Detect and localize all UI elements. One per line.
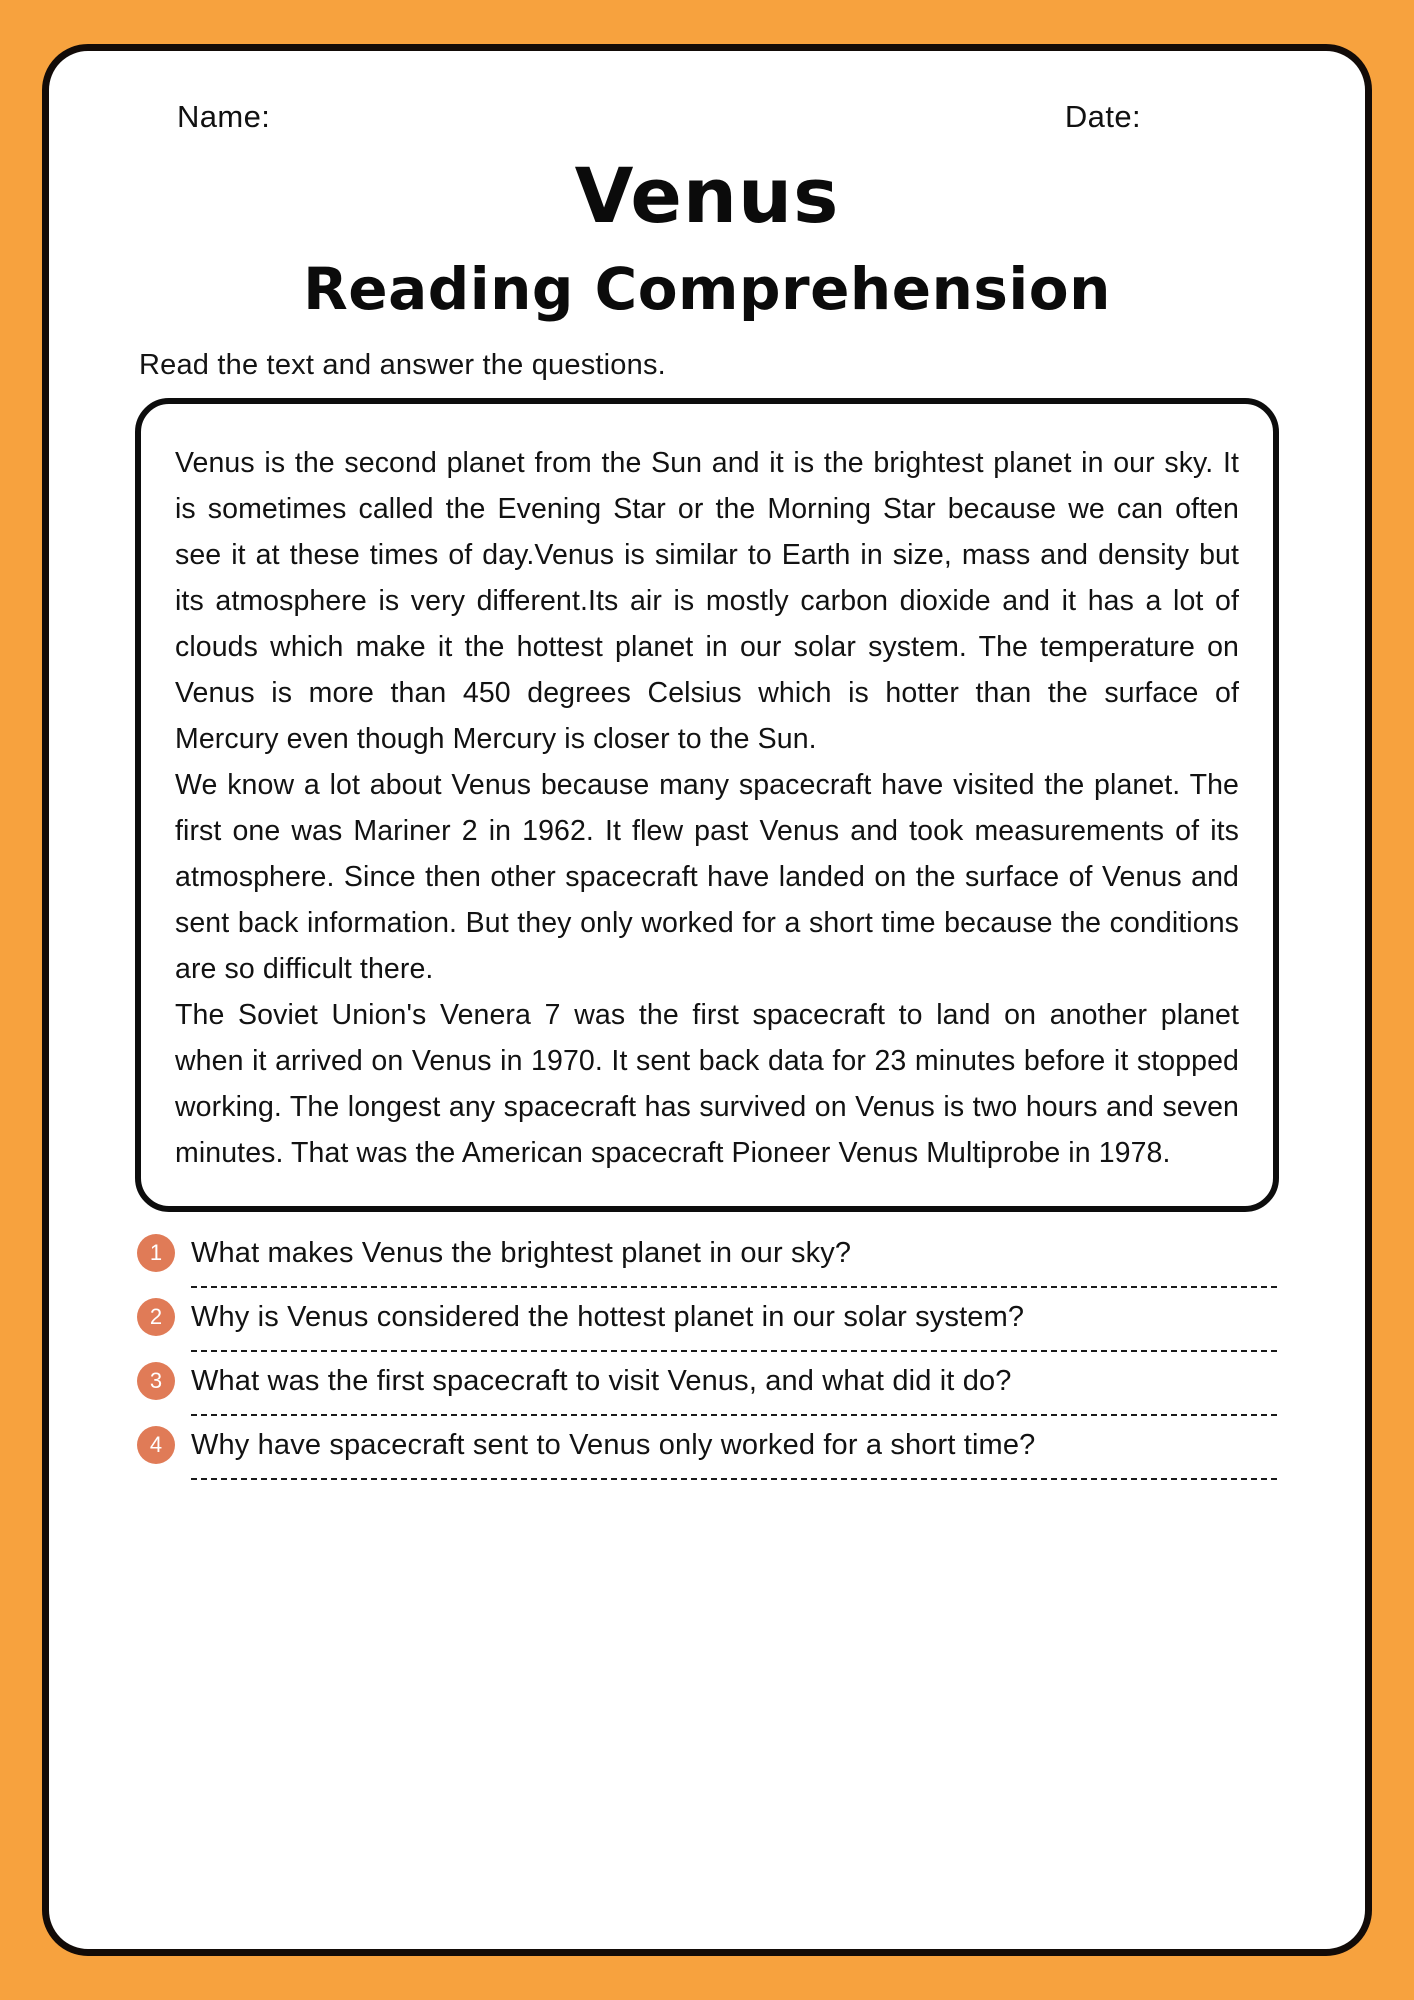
passage-paragraph: The Soviet Union's Venera 7 was the first spacecraft to land on another planet when it arrived on Venus in 1970. It sent back data for 23 minutes before it stopped working. The longest any spacecraft has survived on Venus is two hours and seven minutes. That was the American spacecraft Pioneer Venus Multiprobe in 1978. bbox=[175, 999, 1239, 1170]
question-number-badge: 2 bbox=[137, 1298, 175, 1336]
question-row bbox=[137, 1298, 1277, 1336]
passage-paragraph: Venus is the second planet from the Sun and it is the brightest planet in our sky. It is sometimes called the Evening Star or the Morning Star because we can often see it at these times of day.Venus is similar to Earth in size, mass and density but its atmosphere is very different.Its air is mostly carbon dioxide and it has a lot of clouds which make it the hottest planet in our solar system. The temperature on Venus is more than 450 degrees Celsius which is hotter than the surface of Mercury even though Mercury is closer to the Sun. bbox=[175, 447, 1239, 756]
question-row bbox=[137, 1362, 1277, 1400]
answer-line[interactable] bbox=[191, 1412, 1277, 1416]
date-field-label: Date: bbox=[1064, 99, 1141, 134]
answer-line[interactable] bbox=[191, 1476, 1277, 1480]
question-number-badge: 4 bbox=[137, 1426, 175, 1464]
instruction-text: Read the text and answer the questions. bbox=[139, 349, 666, 382]
page-subtitle: Reading Comprehension bbox=[303, 254, 1111, 323]
question-item bbox=[137, 1362, 1277, 1416]
question-text: What makes Venus the brightest planet in our sky? bbox=[191, 1236, 852, 1269]
questions-list bbox=[135, 1234, 1279, 1480]
question-item bbox=[137, 1234, 1277, 1288]
question-number-badge: 3 bbox=[137, 1362, 175, 1400]
page-title: Venus bbox=[574, 151, 840, 240]
worksheet-page bbox=[42, 44, 1372, 1956]
question-item bbox=[137, 1426, 1277, 1480]
question-row bbox=[137, 1234, 1277, 1272]
student-meta-row bbox=[135, 99, 1279, 135]
question-item bbox=[137, 1298, 1277, 1352]
passage-paragraph: We know a lot about Venus because many spacecraft have visited the planet. The first one was Mariner 2 in 1962. It flew past Venus and took measurements of its atmosphere. Since then other spacecraft have landed on the surface of Venus and sent back information. But they only worked for a short time because the conditions are so difficult there. bbox=[175, 769, 1239, 986]
answer-line[interactable] bbox=[191, 1348, 1277, 1352]
question-text: Why is Venus considered the hottest planet in our solar system? bbox=[191, 1300, 1025, 1333]
answer-line[interactable] bbox=[191, 1284, 1277, 1288]
name-field-label: Name: bbox=[177, 99, 271, 134]
question-number-badge: 1 bbox=[137, 1234, 175, 1272]
question-text: Why have spacecraft sent to Venus only worked for a short time? bbox=[191, 1428, 1036, 1461]
worksheet-content bbox=[49, 51, 1365, 1949]
question-row bbox=[137, 1426, 1277, 1464]
reading-passage-box bbox=[135, 398, 1279, 1212]
question-text: What was the first spacecraft to visit Venus, and what did it do? bbox=[191, 1364, 1012, 1397]
